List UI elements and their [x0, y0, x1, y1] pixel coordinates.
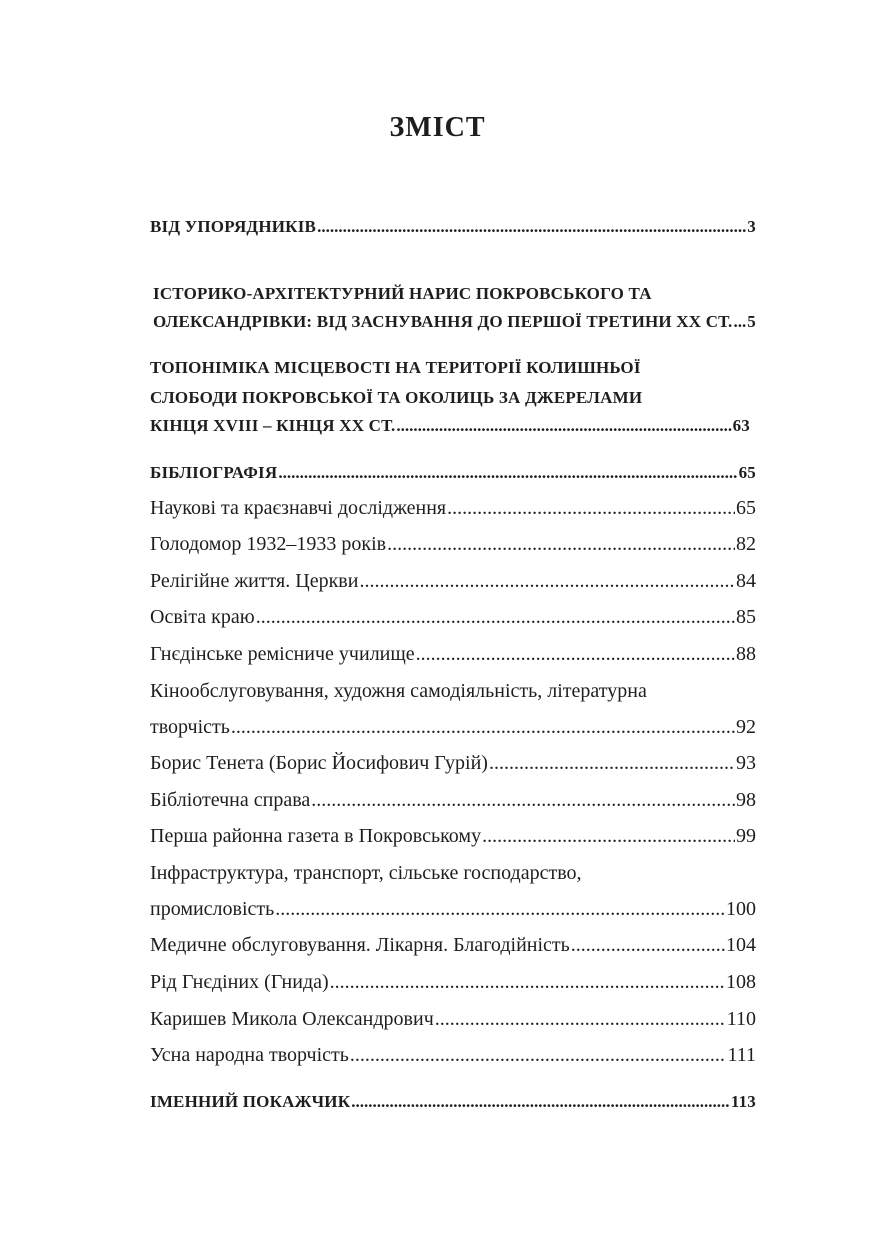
dot-leader	[733, 312, 746, 332]
toc-subentry[interactable]	[150, 606, 756, 629]
dot-leader	[447, 497, 735, 520]
dot-leader	[256, 606, 735, 629]
toc-entry-bibliography[interactable]	[150, 463, 756, 483]
toc-entry-from-compilers[interactable]	[150, 217, 756, 237]
dot-leader	[351, 1092, 730, 1112]
toc-subentry-title: Наукові та краєзнавчі дослідження	[150, 497, 447, 519]
toc-page-number: 3	[747, 217, 756, 236]
toc-page-number: 100	[726, 898, 756, 920]
toc-subentry-title: Бібліотечна справа	[150, 789, 311, 811]
toc-page-number: 99	[736, 825, 756, 847]
toc-subentry[interactable]	[150, 570, 756, 593]
toc-subentry[interactable]	[150, 934, 756, 957]
toc-subentry[interactable]	[150, 898, 756, 921]
toc-entry-title: КІНЦЯ XVIII – КІНЦЯ ХХ СТ.	[150, 416, 396, 435]
toc-subentry[interactable]	[150, 1044, 756, 1067]
dot-leader	[396, 416, 731, 436]
toc-entry-title: БІБЛІОГРАФІЯ	[150, 463, 278, 482]
toc-subentry-title: Гнєдінське ремісниче училище	[150, 643, 415, 665]
toc-page-number: 98	[736, 789, 756, 811]
toc-page-number: 108	[726, 971, 756, 993]
dot-leader	[275, 898, 725, 921]
dot-leader	[311, 789, 735, 812]
dot-leader	[489, 752, 735, 775]
toc-subentry-title: Усна народна творчість	[150, 1044, 349, 1066]
toc-subentry-title: творчість	[150, 716, 230, 738]
toc-subentry-line1: Кінообслуговування, художня самодіяльність, літературна	[150, 680, 647, 702]
page-title: ЗМІСТ	[389, 112, 486, 143]
toc-subentry-title: Освіта краю	[150, 606, 255, 628]
toc-subentry[interactable]	[150, 533, 756, 556]
toc-subentry[interactable]	[150, 825, 756, 848]
toc-page-number: 65	[736, 497, 756, 519]
toc-subentry-line1: Інфраструктура, транспорт, сільське господарство,	[150, 862, 582, 884]
dot-leader	[359, 570, 735, 593]
dot-leader	[482, 825, 735, 848]
toc-page-number: 104	[726, 934, 756, 956]
toc-subentry-title: Каришев Микола Олександрович	[150, 1008, 434, 1030]
toc-entry-toponymy-line2: СЛОБОДИ ПОКРОВСЬКОЇ ТА ОКОЛИЦЬ ЗА ДЖЕРЕЛАМИ	[150, 388, 643, 407]
toc-page-number: 88	[736, 643, 756, 665]
toc-subentry[interactable]	[150, 716, 756, 739]
dot-leader	[387, 533, 735, 556]
toc-page-number: 92	[736, 716, 756, 738]
toc-subentry[interactable]	[150, 752, 756, 775]
toc-entry-history-line1: ІСТОРИКО-АРХІТЕКТУРНИЙ НАРИС ПОКРОВСЬКОГО ТА	[153, 284, 652, 303]
toc-entry-title: ІМЕННИЙ ПОКАЖЧИК	[150, 1092, 351, 1111]
toc-page-number: 82	[736, 533, 756, 555]
toc-page-number: 85	[736, 606, 756, 628]
toc-page-number: 110	[726, 1008, 756, 1030]
toc-subentry[interactable]	[150, 497, 756, 520]
toc-entry-title: ОЛЕКСАНДРІВКИ: ВІД ЗАСНУВАННЯ ДО ПЕРШОЇ ТРЕТИНИ ХХ СТ.	[153, 312, 733, 331]
dot-leader	[231, 716, 735, 739]
toc-page-number: 63	[732, 416, 750, 435]
toc-page-number: 65	[738, 463, 756, 482]
dot-leader	[317, 217, 746, 237]
dot-leader	[416, 643, 735, 666]
toc-entry-toponymy[interactable]	[150, 416, 750, 436]
dot-leader	[571, 934, 725, 957]
toc-subentry-title: Борис Тенета (Борис Йосифович Гурій)	[150, 752, 488, 774]
toc-page-number: 93	[736, 752, 756, 774]
toc-page-number: 84	[736, 570, 756, 592]
toc-subentry-title: Голодомор 1932–1933 років	[150, 533, 387, 555]
toc-entry-history[interactable]	[153, 312, 756, 332]
dot-leader	[435, 1008, 726, 1031]
toc-entry-name-index[interactable]	[150, 1092, 756, 1112]
dot-leader	[330, 971, 725, 994]
toc-subentry[interactable]	[150, 1008, 756, 1031]
toc-page-number: 111	[727, 1044, 756, 1066]
toc-subentry-title: Перша районна газета в Покровському	[150, 825, 482, 847]
toc-subentry-title: промисловість	[150, 898, 275, 920]
toc-entry-toponymy-line1: ТОПОНІМІКА МІСЦЕВОСТІ НА ТЕРИТОРІЇ КОЛИШНЬОЇ	[150, 358, 641, 377]
dot-leader	[278, 463, 737, 483]
toc-subentry[interactable]	[150, 643, 756, 666]
toc-subentry-title: Релігійне життя. Церкви	[150, 570, 359, 592]
toc-page-number: 5	[747, 312, 756, 331]
toc-subentry[interactable]	[150, 789, 756, 812]
toc-subentry-title: Рід Гнєдіних (Гнида)	[150, 971, 329, 993]
toc-subentry-title: Медичне обслуговування. Лікарня. Благодійність	[150, 934, 570, 956]
toc-page-number: 113	[730, 1092, 756, 1111]
dot-leader	[350, 1044, 727, 1067]
toc-subentry[interactable]	[150, 971, 756, 994]
toc-entry-title: ВІД УПОРЯДНИКІВ	[150, 217, 317, 236]
